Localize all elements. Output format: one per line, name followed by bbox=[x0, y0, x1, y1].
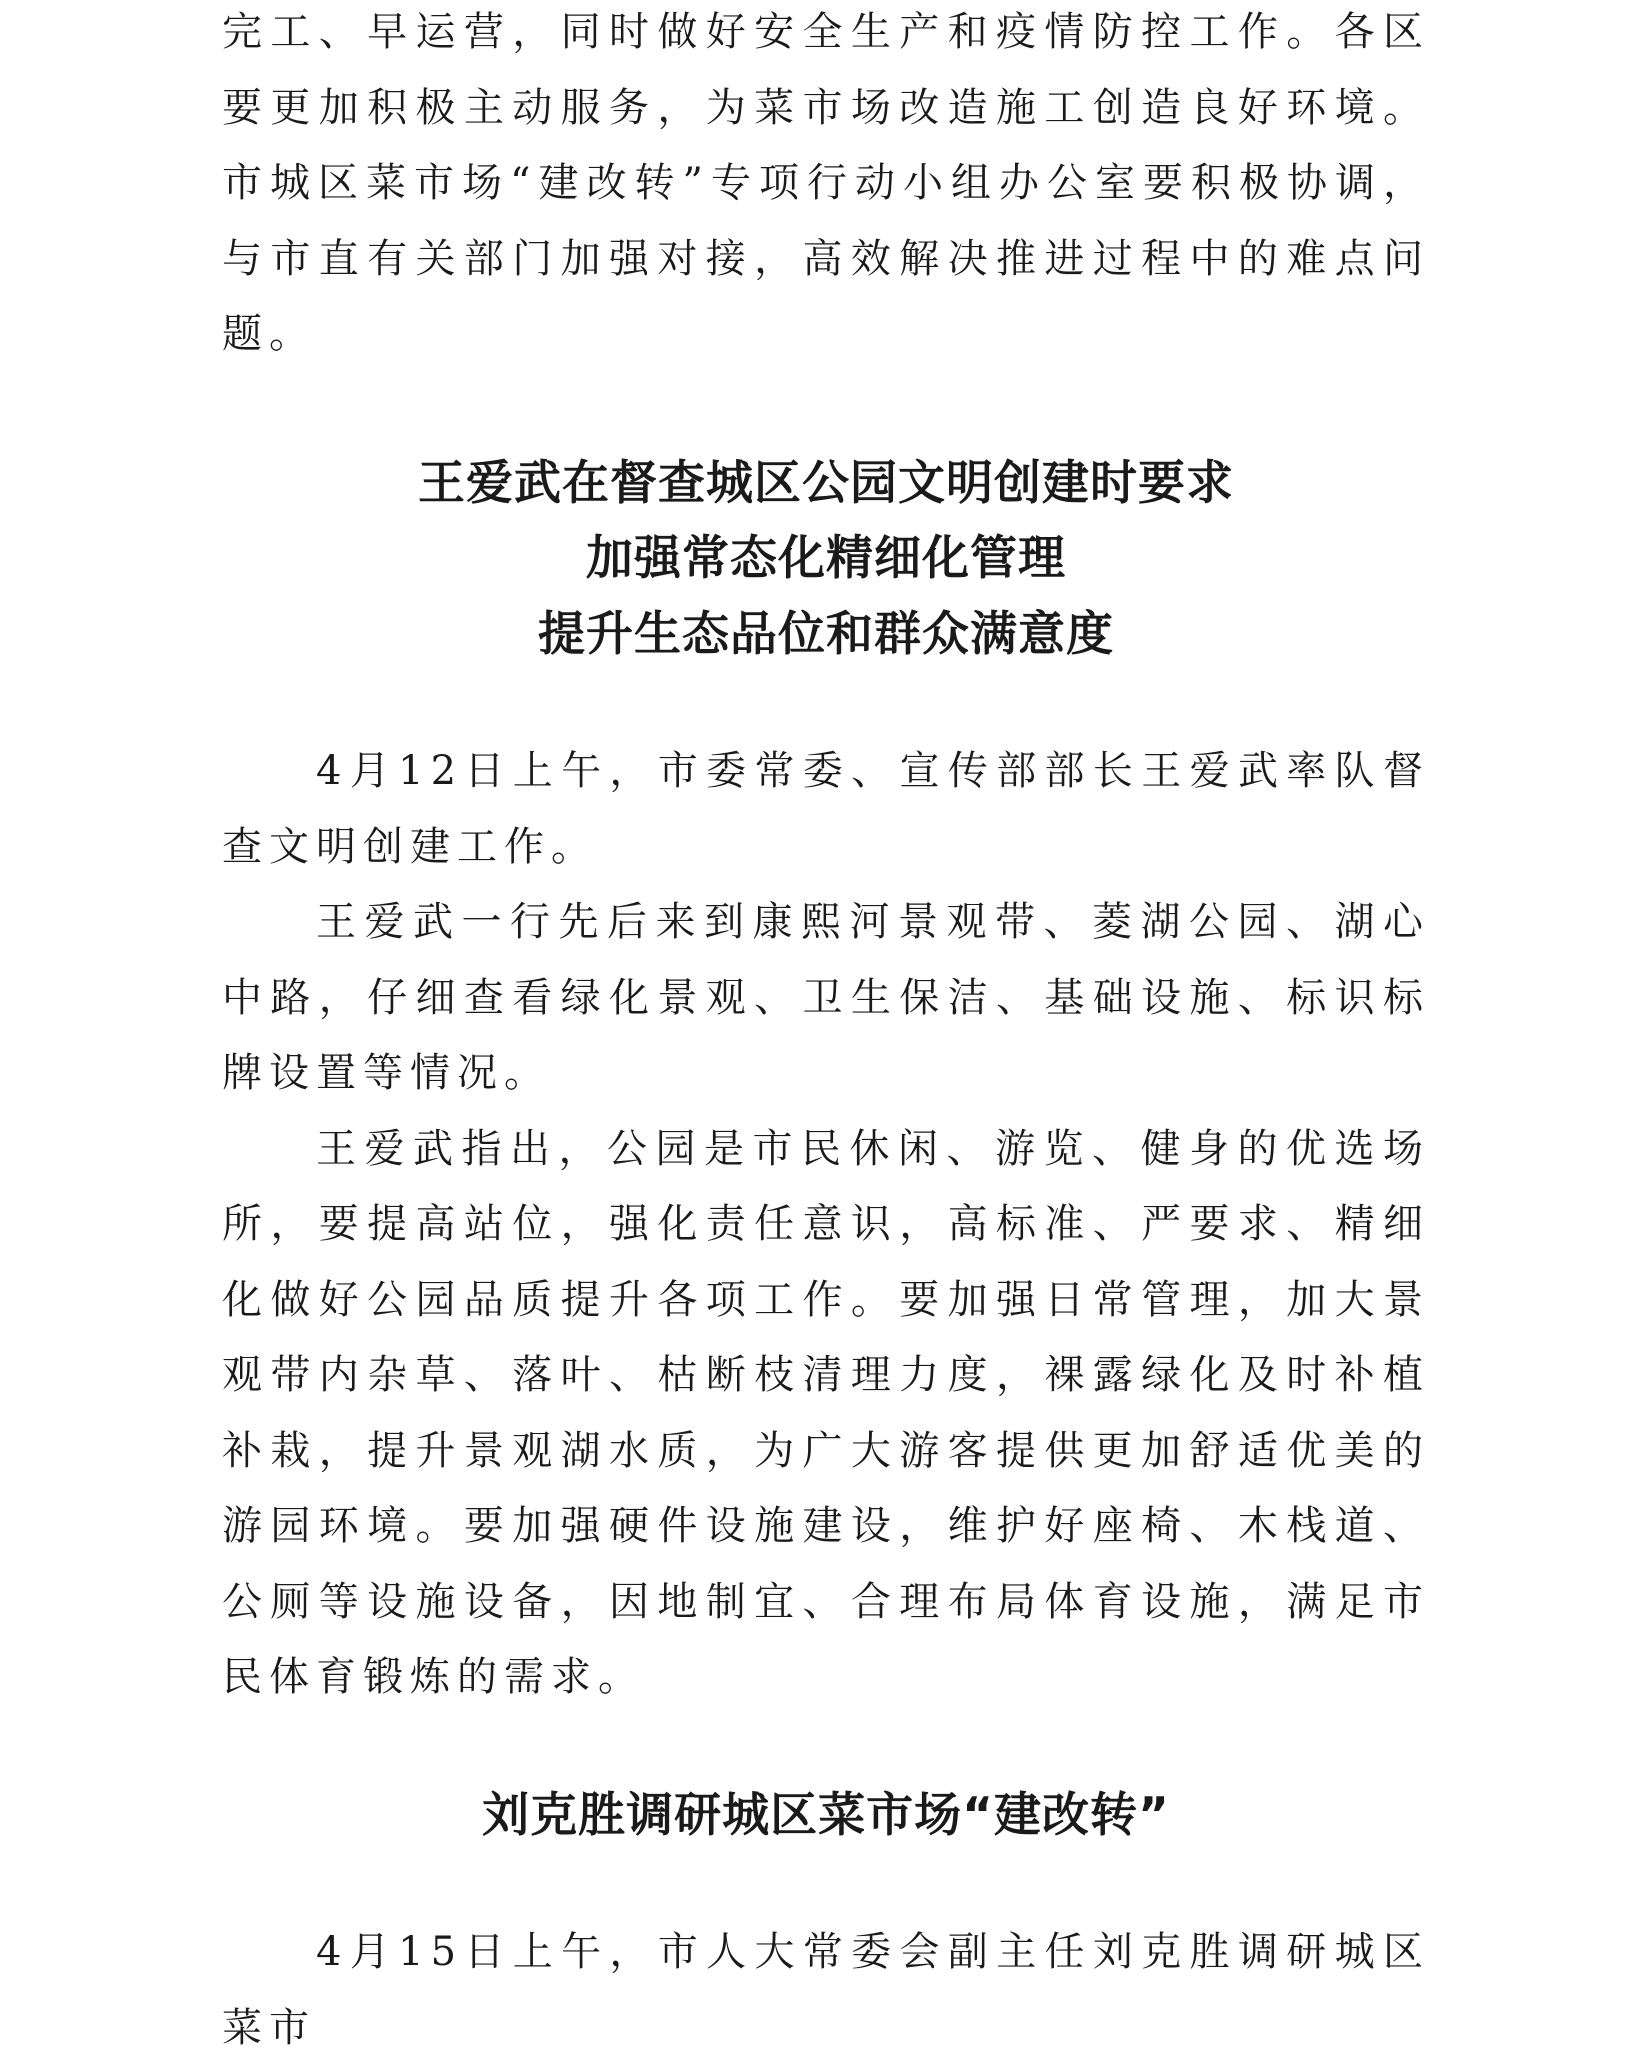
article-paragraph: 4月15日上午，市人大常委会副主任刘克胜调研城区菜市 bbox=[222, 1915, 1430, 2066]
article-market-survey bbox=[222, 1778, 1430, 2066]
continued-paragraph: 完工、早运营，同时做好安全生产和疫情防控工作。各区要更加积极主动服务，为菜市场改造施工创造良好环境。市城区菜市场“建改转”专项行动小组办公室要积极协调，与市直有关部门加强对接，高效解决推进过程中的难点问题。 bbox=[222, 0, 1430, 373]
article-paragraph: 4月12日上午，市委常委、宣传部部长王爱武率队督查文明创建工作。 bbox=[222, 734, 1430, 885]
document-page bbox=[222, 0, 1430, 2066]
headline-line-1: 王爱武在督查城区公园文明创建时要求 bbox=[222, 446, 1430, 522]
headline-line-2: 加强常态化精细化管理 bbox=[222, 521, 1430, 597]
headline-line-1: 刘克胜调研城区菜市场“建改转” bbox=[222, 1778, 1430, 1854]
headline-line-3: 提升生态品位和群众满意度 bbox=[222, 597, 1430, 673]
article-headline bbox=[222, 446, 1430, 673]
article-headline bbox=[222, 1778, 1430, 1854]
article-paragraph: 王爱武一行先后来到康熙河景观带、菱湖公园、湖心中路，仔细查看绿化景观、卫生保洁、基础设施、标识标牌设置等情况。 bbox=[222, 885, 1430, 1112]
article-paragraph: 王爱武指出，公园是市民休闲、游览、健身的优选场所，要提高站位，强化责任意识，高标准、严要求、精细化做好公园品质提升各项工作。要加强日常管理，加大景观带内杂草、落叶、枯断枝清理力度，裸露绿化及时补植补栽，提升景观湖水质，为广大游客提供更加舒适优美的游园环境。要加强硬件设施建设，维护好座椅、木栈道、公厕等设施设备，因地制宜、合理布局体育设施，满足市民体育锻炼的需求。 bbox=[222, 1112, 1430, 1716]
article-park-inspection bbox=[222, 446, 1430, 1716]
